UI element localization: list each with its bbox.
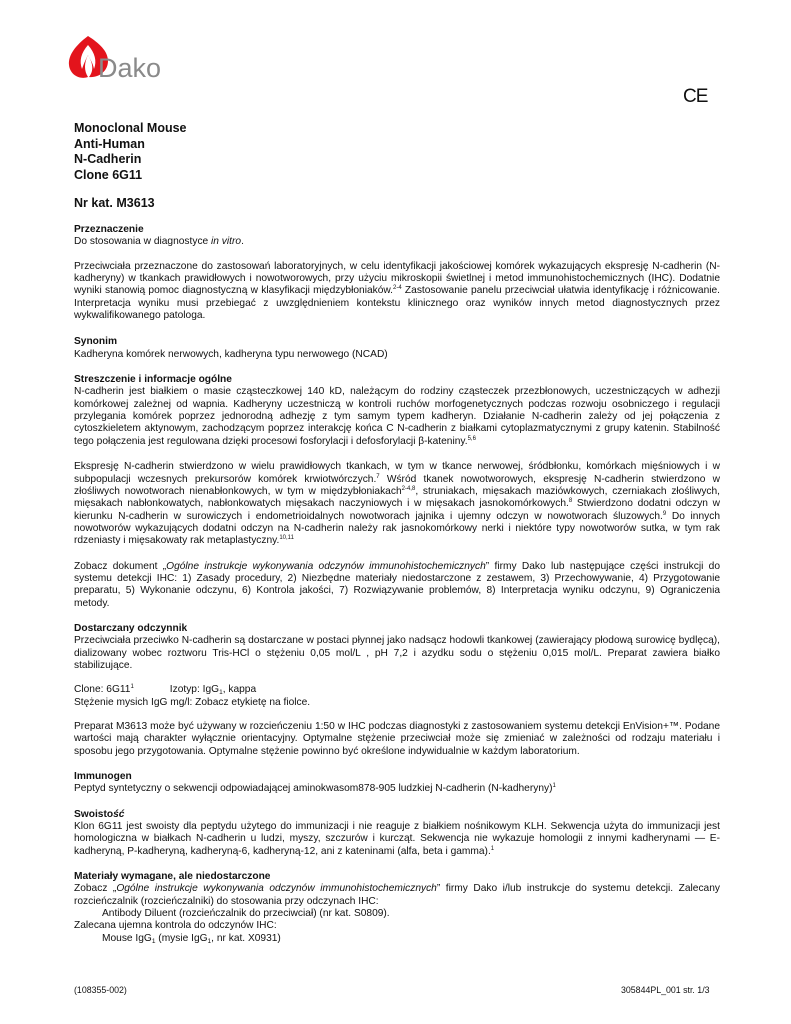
- reagent-paragraph: Przeciwciała przeciwko N-cadherin są dostarczane w postaci płynnej jako nadsącz hodowli tkankowej (zawierający płodową surowicę bydlęcą), dializowany wobec roztworu Tris-HCl o stężeniu 0,05 mol/L , pH 7,2 i azydku sodu o stężeniu 0,015 mol/L. Preparat zawiera białko stabilizujące.: [74, 635, 720, 671]
- diluent-line: Antibody Diluent (rozcieńczalnik do przeciwciał) (nr kat. S0809).: [102, 908, 390, 920]
- dako-logo: [66, 33, 186, 83]
- section-heading: Immunogen: [74, 771, 132, 783]
- title-line: Clone 6G11: [74, 167, 143, 182]
- summary-paragraph: Ekspresję N-cadherin stwierdzono w wielu prawidłowych tkankach, w tym w tkance nerwowej, śródbłonku, komórkach mięśniowych i w subpopulacji wczesnych prekursorów komórek krwiotwórczych.$^7$ Wśród tkanek nowotworowych, ekspresję N-cadherin stwierdzono w złośliwych nowotworach nienabłonkowych, w tym w międzybłoniakach$^{2-4,8}$, struniakach, mięsakach maziówkowych, czerniakach złośliwych, mięsakach nabłonkowatych, nabłonkowatych mięsakach naczyniowych i w mięsakach jasnokomórkowych.$^8$ Stwierdzono dodatni odczyn w kierunku N-cadherin w surowiczych i endometrioidalnych nowotworach jajnika i ujemny odczyn w nowotworach śluzowych.$^9$ Do innych nowotworów wykazujących dodatni odczyn na N-cadherin należy rak jasnokomórkowy nerki i niektóre typy nowotworów sutka, w tym rak rdzeniasty i mięsakowaty rak metaplastyczny.$^{10,11}$: [74, 461, 721, 547]
- document-body: [74, 224, 720, 945]
- title-line: Monoclonal Mouse: [74, 121, 187, 135]
- footer-page-number: 305844PL_001 str. 1/3: [621, 985, 710, 995]
- section-heading: Streszczenie i informacje ogólne: [74, 374, 232, 386]
- clone-line: Clone: $6G11^1$ Izotyp: IgG$_1$, kappa: [74, 684, 257, 697]
- title-line: Anti-Human: [74, 136, 145, 151]
- catalog-number: Nr kat. M3613: [74, 196, 155, 210]
- section-heading: Dostarczany odczynnik: [74, 622, 188, 634]
- section-heading: Synonim: [74, 336, 118, 348]
- control-line: Zalecana ujemna kontrola do odczynów IHC:: [74, 920, 277, 932]
- specificity-text: Klon 6G11 jest swoisty dla peptydu użytego do immunizacji i nie reaguje z białkiem nośnikowym KLH. Sekwencja użyta do immunizacji jest homologiczna w białkach N-cadherin u ludzi, myszy, szczurów i kurcząt. Sekwencja nie wykazuje homologii z innymi kadherynami — E-kadheryną, P-kadheryną, kadheryną-6, kadheryną-12, ani z kateninami (alfa, beta i gamma).$^1$: [74, 821, 720, 857]
- section-heading: Przeznaczenie: [74, 224, 144, 235]
- title-line: N-Cadherin: [74, 152, 142, 166]
- immunogen-text: Peptyd syntetyczny o sekwencji odpowiadającej aminokwasom878-905 ludzkiej N-cadherin (N-kadheryny)$^1$: [74, 783, 556, 795]
- concentration-line: Stężenie mysich IgG mg/l: Zobacz etykietę na fiolce.: [74, 696, 311, 708]
- intended-use-line: Do stosowania w diagnostyce in vitro.: [74, 236, 244, 248]
- synonym-text: Kadheryna komórek nerwowych, kadheryna typu nerwowego (NCAD): [74, 348, 388, 360]
- footer-code: (108355-002): [74, 985, 127, 995]
- product-title: [74, 121, 187, 183]
- brand-name: Dako: [98, 53, 162, 83]
- summary-paragraph: Zobacz dokument „Ogólne instrukcje wykonywania odczynów immunohistochemicznych” firmy Dako lub następujące części instrukcji do systemu detekcji IHC: 1) Zasady procedury, 2) Niezbędne materiały niedostarczone z zestawem, 3) Przechowywanie, 4) Przygotowanie preparatu, 5) Wykonanie odczynu, 6) Kontrola jakości, 7) Rozwiązywanie problemów, 8) Interpretacja wyniku odczynu, 9) Ograniczenia metody.: [74, 560, 720, 609]
- ce-mark: CE: [683, 86, 708, 107]
- section-heading: Swoistość: [74, 808, 125, 820]
- mouse-igg-line: Mouse IgG$_1$ (mysie IgG$_1$, nr kat. X0931): [102, 932, 281, 945]
- materials-paragraph: Zobacz „Ogólne instrukcje wykonywania odczynów immunohistochemicznych” firmy Dako i/lub instrukcje do systemu detekcji. Zalecany rozcieńczalnik (rozcieńczalniki) do stosowania przy odczynach IHC:: [74, 883, 720, 907]
- summary-paragraph: N-cadherin jest białkiem o masie cząsteczkowej 140 kD, należącym do rodziny cząsteczek przezbłonowych, uczestniczących w adhezji komórkowej zależnej od wapnia. Kadheryny uczestniczą w kontroli ruchów morfogenetycznych podczas rozwoju osobniczego i regulacji przylegania komórek poprzez jednorodną adhezję z tym samym typem kadheryn. Działanie N-cadherin zależy od jej połączenia z cytoszkieletem aktynowym, zachodzącym poprzez interakcję końca C N-cadherin z białkami cytoplazmatycznymi z grupy katenin. Stabilność tego połączenia jest regulowana dzięki procesowi fosforylacji i defosforylacji β-kateniny.$^{5,6}$: [74, 386, 720, 447]
- reagent-paragraph: Preparat M3613 może być używany w rozcieńczeniu 1:50 w IHC podczas diagnostyki z zastosowaniem systemu detekcji EnVision+™. Podane wartości mają charakter wyłącznie orientacyjny. Optymalne stężenie przeciwciał może się zmieniać w zależności od rodzaju materiału i sposobu jego przygotowania. Optymalne stężenie powinno być określone indywidualnie w każdym laboratorium.: [74, 721, 720, 757]
- section-heading: Materiały wymagane, ale niedostarczone: [74, 871, 271, 883]
- intended-use-paragraph: Przeciwciała przeznaczone do zastosowań laboratoryjnych, w celu identyfikacji jakościowej komórek wykazujących ekspresję N-cadherin (N-kadheryny) w tkankach prawidłowych i nowotworowych, przy użyciu mikroskopii świetlnej i metod immunohistochemicznych (IHC). Dodatnie wyniki stanowią pomoc diagnostyczną w klasyfikacji międzybłoniaków.$^{2-4}$ Zastosowanie panelu przeciwciał ułatwia identyfikację i różnicowanie. Interpretacja wyniku musi przebiegać z uwzględnieniem kontekstu klinicznego oraz wyników innych metod diagnostycznych przez wykwalifikowanego patologa.: [74, 260, 720, 322]
